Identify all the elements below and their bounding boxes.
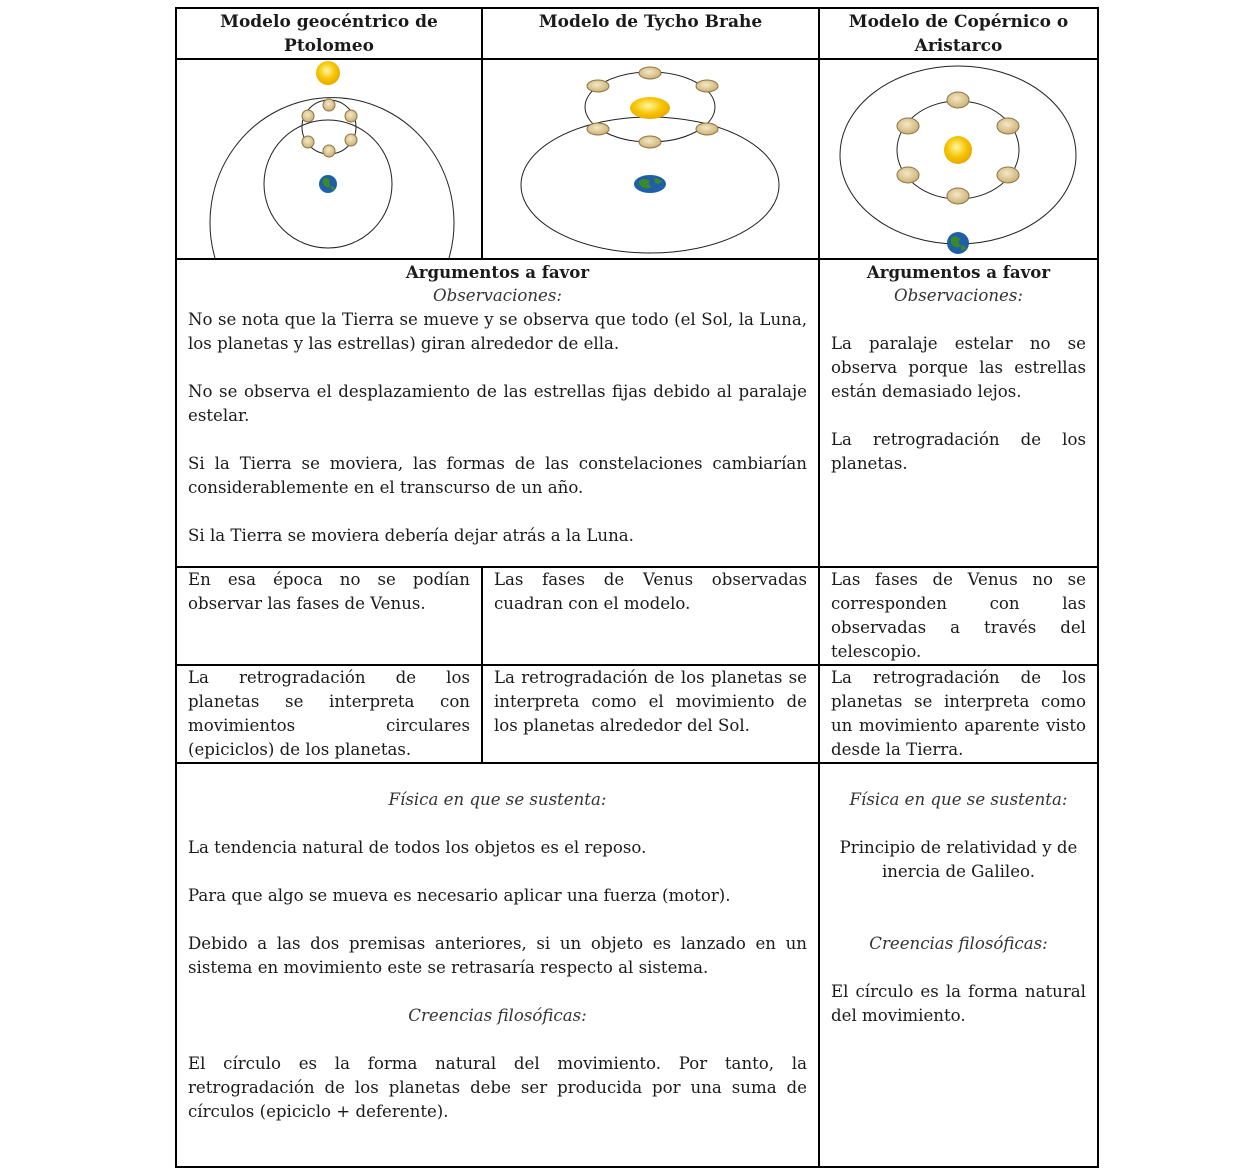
ptolomeo-diagram-cell xyxy=(176,59,482,259)
planet xyxy=(345,110,357,122)
planet xyxy=(696,123,718,135)
tycho-diagram-cell xyxy=(482,59,819,259)
planet xyxy=(587,80,609,92)
copernico-sun xyxy=(944,136,972,164)
fisica-left-subtitle: Física en que se sustenta: xyxy=(388,790,607,809)
header-row xyxy=(176,8,1098,59)
earth-icon xyxy=(634,175,666,193)
planet xyxy=(897,167,919,183)
favor-left-paragraph: Si la Tierra se moviera debería dejar atrás a la Luna. xyxy=(188,526,634,545)
header-ptolomeo: Modelo geocéntrico de Ptolomeo xyxy=(176,8,482,59)
earth-icon xyxy=(319,175,337,193)
fisica-right-subtitle: Física en que se sustenta: xyxy=(849,790,1068,809)
physics-row xyxy=(176,763,1098,1167)
fisica-right-cell xyxy=(819,763,1098,1167)
retro-row xyxy=(176,665,1098,763)
planet xyxy=(323,99,335,111)
venus-copernico: Las fases de Venus no se corresponden con las observadas a través del telescopio. xyxy=(819,567,1098,665)
favor-left-paragraph: Si la Tierra se moviera, las formas de las constelaciones cambiarían considerablemente en el transcurso de un año. xyxy=(188,454,807,497)
retro-tycho: La retrogradación de los planetas se interpreta como el movimiento de los planetas alrededor del Sol. xyxy=(482,665,819,763)
retro-ptolomeo: La retrogradación de los planetas se interpreta con movimientos circulares (epiciclos) de los planetas. xyxy=(176,665,482,763)
favor-right-paragraph: La paralaje estelar no se observa porque las estrellas están demasiado lejos. xyxy=(831,334,1086,401)
planet xyxy=(947,92,969,108)
retro-copernico: La retrogradación de los planetas se interpreta como un movimiento aparente visto desde la Tierra. xyxy=(819,665,1098,763)
planet xyxy=(587,123,609,135)
earth-icon xyxy=(947,232,969,254)
fisica-left-cell xyxy=(176,763,819,1167)
favor-right-cell xyxy=(819,259,1098,567)
ptolomeo-sun xyxy=(316,61,340,85)
planet xyxy=(947,188,969,204)
fisica-right-text: Principio de relatividad y de inercia de Galileo. xyxy=(839,838,1078,881)
favor-left-paragraph: No se observa el desplazamiento de las estrellas fijas debido al paralaje estelar. xyxy=(188,382,807,425)
creencias-left-text: El círculo es la forma natural del movimiento. Por tanto, la retrogradación de los planetas debe ser producida por una suma de círculos (epiciclo + deferente). xyxy=(188,1054,807,1121)
venus-row xyxy=(176,567,1098,665)
fisica-left-paragraph: La tendencia natural de todos los objetos es el reposo. xyxy=(188,838,647,857)
models-table xyxy=(175,7,1099,1168)
fisica-left-paragraph: Debido a las dos premisas anteriores, si un objeto es lanzado en un sistema en movimiento este se retrasaría respecto al sistema. xyxy=(188,934,807,977)
planet xyxy=(639,67,661,79)
copernico-diagram-cell xyxy=(819,59,1098,259)
ptolomeo-diagram xyxy=(177,60,481,258)
planet xyxy=(897,118,919,134)
planet xyxy=(639,136,661,148)
planet xyxy=(997,118,1019,134)
planet xyxy=(345,134,357,146)
favor-right-subtitle: Observaciones: xyxy=(894,286,1023,305)
planet xyxy=(997,167,1019,183)
favor-right-paragraph: La retrogradación de los planetas. xyxy=(831,430,1086,473)
favor-left-cell xyxy=(176,259,819,567)
fisica-left-paragraph: Para que algo se mueva es necesario aplicar una fuerza (motor). xyxy=(188,886,731,905)
favor-left-title: Argumentos a favor xyxy=(405,262,590,282)
planet xyxy=(696,80,718,92)
tycho-sun xyxy=(630,97,670,119)
venus-ptolomeo: En esa época no se podían observar las fases de Venus. xyxy=(176,567,482,665)
copernico-diagram xyxy=(820,60,1097,258)
creencias-left-subtitle: Creencias filosóficas: xyxy=(408,1006,587,1025)
tycho-diagram xyxy=(483,60,818,258)
creencias-right-subtitle: Creencias filosóficas: xyxy=(869,934,1048,953)
favor-right-title: Argumentos a favor xyxy=(866,262,1051,282)
diagram-row xyxy=(176,59,1098,259)
header-tycho: Modelo de Tycho Brahe xyxy=(482,8,819,59)
observations-row xyxy=(176,259,1098,567)
venus-tycho: Las fases de Venus observadas cuadran con el modelo. xyxy=(482,567,819,665)
favor-left-subtitle: Observaciones: xyxy=(433,286,562,305)
planet xyxy=(302,110,314,122)
creencias-right-text: El círculo es la forma natural del movimiento. xyxy=(831,982,1086,1025)
header-copernico: Modelo de Copérnico o Aristarco xyxy=(819,8,1098,59)
planet xyxy=(302,136,314,148)
planet xyxy=(323,145,335,157)
favor-left-paragraph: No se nota que la Tierra se mueve y se observa que todo (el Sol, la Luna, los planetas y las estrellas) giran alrededor de ella. xyxy=(188,310,807,353)
